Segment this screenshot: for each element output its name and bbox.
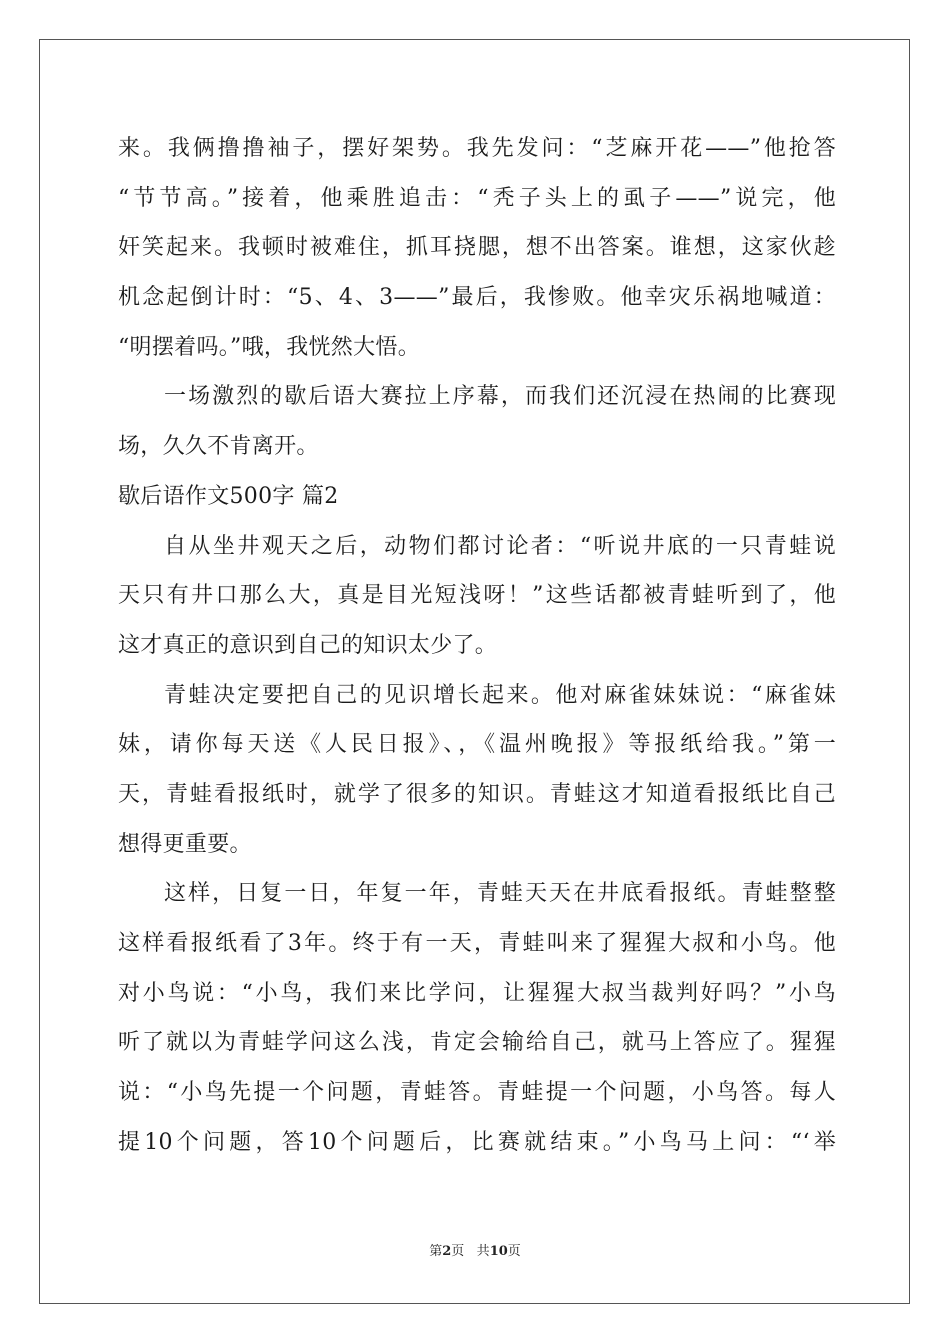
paragraph-first-line: 这样，日复一日，年复一年，青蛙天天在井底看报纸。青蛙整整	[164, 881, 836, 907]
text-line: 妹，请你每天送《人民日报》、，《温州晚报》等报纸给我。”第一	[118, 732, 836, 758]
text-line: 天只有井口那么大，真是目光短浅呀！”这些话都被青蛙听到了，他	[118, 583, 836, 609]
page-total: 10	[489, 1244, 508, 1259]
text-line: 场，久久不肯离开。	[118, 434, 319, 460]
page-unit: 页	[451, 1244, 465, 1259]
text-line: 奸笑起来。我顿时被难住，抓耳挠腮，想不出答案。谁想，这家伙趁	[118, 235, 836, 261]
page-current: 2	[442, 1244, 452, 1259]
text-line: 听了就以为青蛙学问这么浅，肯定会输给自己，就马上答应了。猩猩	[118, 1030, 836, 1056]
text-line: 提10个问题，答10个问题后，比赛就结束。”小鸟马上问：“‘举	[118, 1129, 836, 1155]
paragraph-first-line: 青蛙决定要把自己的见识增长起来。他对麻雀妹妹说：“麻雀妹	[164, 682, 836, 708]
paragraph-first-line: 一场激烈的歇后语大赛拉上序幕，而我们还沉浸在热闹的比赛现	[164, 384, 836, 410]
page-prefix: 第	[429, 1244, 443, 1259]
text-line: 天，青蛙看报纸时，就学了很多的知识。青蛙这才知道看报纸比自己	[118, 781, 836, 807]
text-line: 来。我俩撸撸袖子，摆好架势。我先发问：“芝麻开花——”他抢答	[118, 136, 836, 161]
text-line: 机念起倒计时：“5、4、3——”最后，我惨败。他幸灾乐祸地喊道：	[118, 285, 836, 311]
document-body	[118, 124, 836, 1167]
section-heading: 歇后语作文500字 篇2	[118, 483, 339, 509]
page-footer	[0, 1240, 950, 1259]
text-line: “节节高。”接着，他乘胜追击：“秃子头上的虱子——”说完，他	[118, 185, 836, 211]
text-line: 这才真正的意识到自己的知识太少了。	[118, 632, 498, 658]
text-line: 想得更重要。	[118, 831, 252, 857]
total-prefix: 共	[476, 1244, 490, 1259]
text-line: 说：“小鸟先提一个问题，青蛙答。青蛙提一个问题，小鸟答。每人	[118, 1080, 836, 1106]
text-line: “明摆着吗。”哦，我恍然大悟。	[118, 334, 420, 360]
total-unit: 页	[507, 1244, 521, 1259]
text-line: 对小鸟说：“小鸟，我们来比学问，让猩猩大叔当裁判好吗？”小鸟	[118, 980, 836, 1006]
paragraph-first-line: 自从坐井观天之后，动物们都讨论者：“听说井底的一只青蛙说	[164, 533, 836, 559]
text-line: 这样看报纸看了3年。终于有一天，青蛙叫来了猩猩大叔和小鸟。他	[118, 931, 836, 956]
